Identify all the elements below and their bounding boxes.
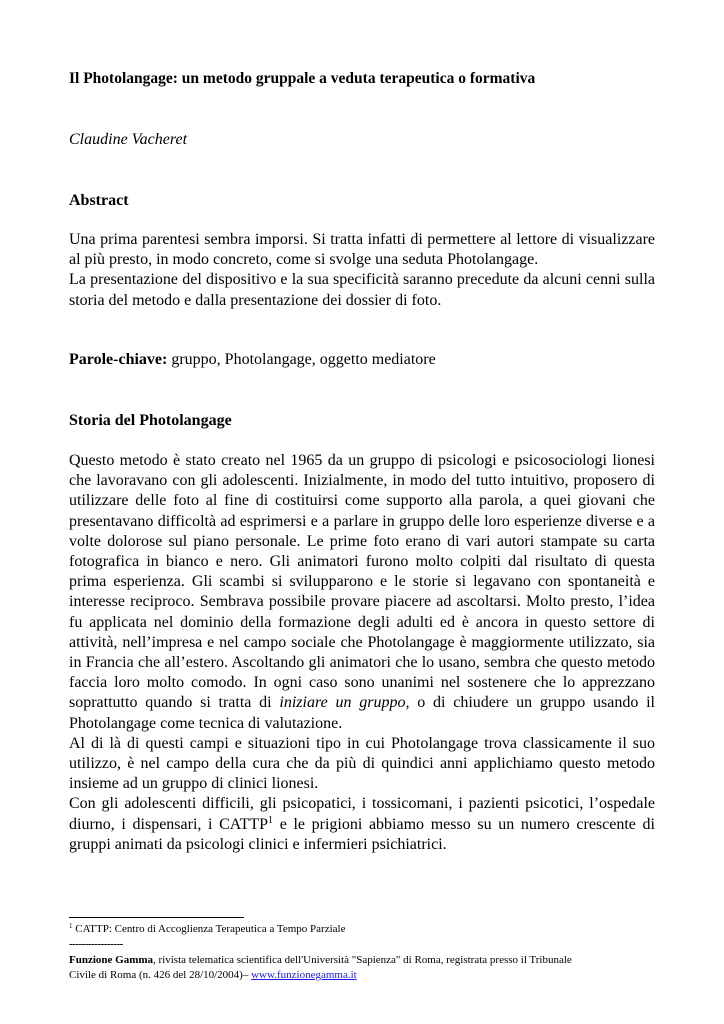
footnote-separator bbox=[69, 917, 244, 918]
footer bbox=[69, 953, 572, 983]
storia-p3-text-b: e le prigioni abbiamo messo su un numero crescente di gruppi animati da psicologi clinici e infermieri psichiatrici. bbox=[69, 815, 656, 853]
storia-p1-text-b: , o di chiudere un gruppo usando il Photolangage come tecnica di valutazione. bbox=[69, 694, 655, 732]
footer-line-1 bbox=[69, 953, 572, 968]
footer-dashes: ----------------- bbox=[69, 938, 123, 950]
footer-website-link[interactable]: www.funzionegamma.it bbox=[251, 969, 357, 981]
abstract-paragraph-1: Una prima parentesi sembra imporsi. Si tratta infatti di permettere al lettore di visualizzare al più presto, in modo concreto, come si svolge una seduta Photolangage. bbox=[69, 231, 655, 269]
storia-body bbox=[69, 451, 655, 855]
abstract-body bbox=[69, 230, 655, 311]
storia-p3-text-a: Con gli adolescenti difficili, gli psicopatici, i tossicomani, i pazienti psicotici, l’ospedale diurno, i dispensari, i CATTP bbox=[69, 795, 655, 833]
storia-p1-text-a: Questo metodo è stato creato nel 1965 da un gruppo di psicologi e psicosociologi lionesi che lavoravano con gli adolescenti. Inizialmente, in modo del tutto intuitivo, proposero di utilizzare delle foto al fine di costituirsi come supporto alla parola, a quei giovani che presentavano difficoltà ad esprimersi e a parlare in gruppo delle loro esperienze diverse e a volte dolorose sul piano personale. Le prime foto erano di vari autori stampate su carta fotografica in bianco e nero. Gli animatori furono molto colpiti dal risultato di questa prima esperienza. Gli scambi si svilupparono e le storie si legavano con spontaneità e interesse reciproco. Sembrava possibile provare piacere ad ascoltarsi. Molto presto, l’idea fu applicata nel dominio della formazione degli adulti ed è ancora in questo settore di attività, nell’impresa e nel campo sociale che Photolangage è maggiormente utilizzato, sia in Francia che all’estero. Ascoltando gli animatori che lo usano, sembra che questo metodo faccia loro molto comodo. In ogni caso sono unanimi nel sostenere che lo apprezzano soprattutto quando si tratta di bbox=[69, 452, 655, 712]
document-title: Il Photolangage: un metodo gruppale a veduta terapeutica o formativa bbox=[69, 70, 536, 87]
storia-paragraph-2: Al di là di questi campi e situazioni tipo in cui Photolangage trova classicamente il suo utilizzo, è nel campo della cura che da più di quindici anni applichiamo questo metodo insieme ad un gruppo di clinici lionesi. bbox=[69, 734, 655, 793]
footer-journal-name: Funzione Gamma bbox=[69, 954, 154, 966]
storia-paragraph-1 bbox=[69, 451, 655, 734]
footnote-reference[interactable]: 1 bbox=[268, 814, 274, 826]
keywords-label: Parole-chiave: bbox=[69, 351, 168, 368]
footnote bbox=[69, 923, 345, 935]
section-heading-storia: Storia del Photolangage bbox=[69, 412, 232, 429]
abstract-paragraph-2: La presentazione del dispositivo e la sua specificità saranno precedute da alcuni cenni sulla storia del metodo e dalla presentazione dei dossier di foto. bbox=[69, 271, 655, 309]
abstract-heading: Abstract bbox=[69, 192, 129, 209]
keywords-text: gruppo, Photolangage, oggetto mediatore bbox=[167, 351, 436, 368]
footer-line-2-text: Civile di Roma (n. 426 del 28/10/2004)– bbox=[69, 969, 252, 981]
storia-p1-italic: iniziare un gruppo bbox=[279, 694, 406, 712]
footnote-text: CATTP: Centro di Accoglienza Terapeutica a Tempo Parziale bbox=[72, 923, 346, 935]
footer-line-1-text: , rivista telematica scientifica dell'Università "Sapienza" di Roma, registrata presso il Tribunale bbox=[153, 954, 572, 966]
storia-paragraph-3 bbox=[69, 794, 655, 855]
footer-line-2 bbox=[69, 968, 572, 983]
footnote-number: 1 bbox=[69, 922, 73, 930]
keywords-line bbox=[69, 351, 436, 369]
author-name: Claudine Vacheret bbox=[69, 131, 188, 148]
